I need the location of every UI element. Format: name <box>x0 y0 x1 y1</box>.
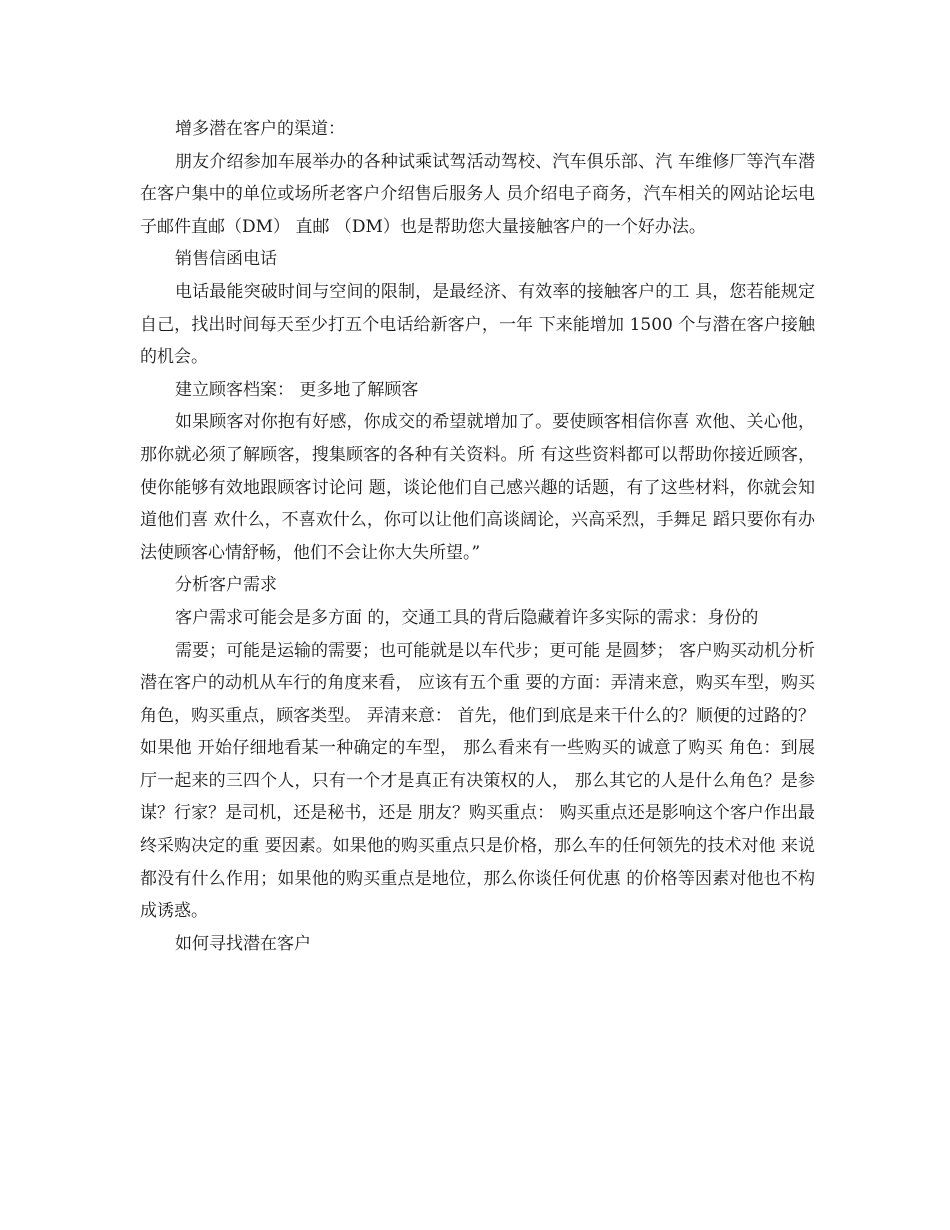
heading-customer-needs: 分析客户需求 <box>175 575 277 596</box>
para-customer-needs-1: 客户需求可能会是多方面 的，交通工具的背后隐藏着许多实际的需求：身份的 <box>175 607 759 628</box>
heading-channels: 增多潜在客户的渠道： <box>175 119 345 139</box>
para-customer-needs-2: 需要；可能是运输的需要；也可能就是以车代步；更可能 是圆梦； 客户购买动机分析潜在客户的动机从车行的角度来看， 应该有五个重 要的方面：弄清来意，购买车型，购买角色，购买重点，顾客类型。 弄清来意： 首先，他们到底是来干什么的？顺便的过路的？如果他 开始仔细地看某一种确定的车型， 那么看来有一些购买的诚意了购买 角色：到展厅一起来的三四个人，只有一个才是真正有决策权的人， 那么其它的人是什么角色？是参谋？行家？是司机，还是秘书，还是 朋友？购买重点： 购买重点还是影响这个客户作出最终采购决定的重 要因素。如果他的购买重点只是价格，那么车的任何领先的技术对他 来说都没有什么作用；如果他的购买重点是地位，那么你谈任何优惠 的价格等因素对他也不构成诱惑。 <box>140 640 815 922</box>
para-phone-sales: 电话最能突破时间与空间的限制，是最经济、有效率的接触客户的工 具，您若能规定自己，找出时间每天至少打五个电话给新客户，一年 下来能增加 1500 个与潜在客户接触的机会。 <box>140 281 815 368</box>
para-customer-files: 如果顾客对你抱有好感，你成交的希望就增加了。要使顾客相信你喜 欢他、关心他，那你就必须了解顾客，搜集顾客的各种有关资料。所 有这些资料都可以帮助你接近顾客，使你能够有效地跟顾客讨论问 题，谈论他们自己感兴趣的话题，有了这些材料，你就会知道他们喜 欢什么，不喜欢什么，你可以让他们高谈阔论，兴高采烈，手舞足 蹈只要你有办法使顾客心情舒畅，他们不会让你大失所望。” <box>140 412 815 563</box>
heading-phone-sales: 销售信函电话 <box>175 249 277 270</box>
heading-find-prospects: 如何寻找潜在客户 <box>175 933 311 954</box>
para-channels: 朋友介绍参加车展举办的各种试乘试驾活动驾校、汽车俱乐部、汽 车维修厂等汽车潜在客户集中的单位或场所老客户介绍售后服务人 员介绍电子商务，汽车相关的网站论坛电子邮件直邮（DM） 直邮 （DM）也是帮助您大量接触客户的一个好办法。 <box>140 151 815 237</box>
document-body <box>140 113 815 960</box>
heading-customer-files: 建立顾客档案： 更多地了解顾客 <box>175 379 419 400</box>
